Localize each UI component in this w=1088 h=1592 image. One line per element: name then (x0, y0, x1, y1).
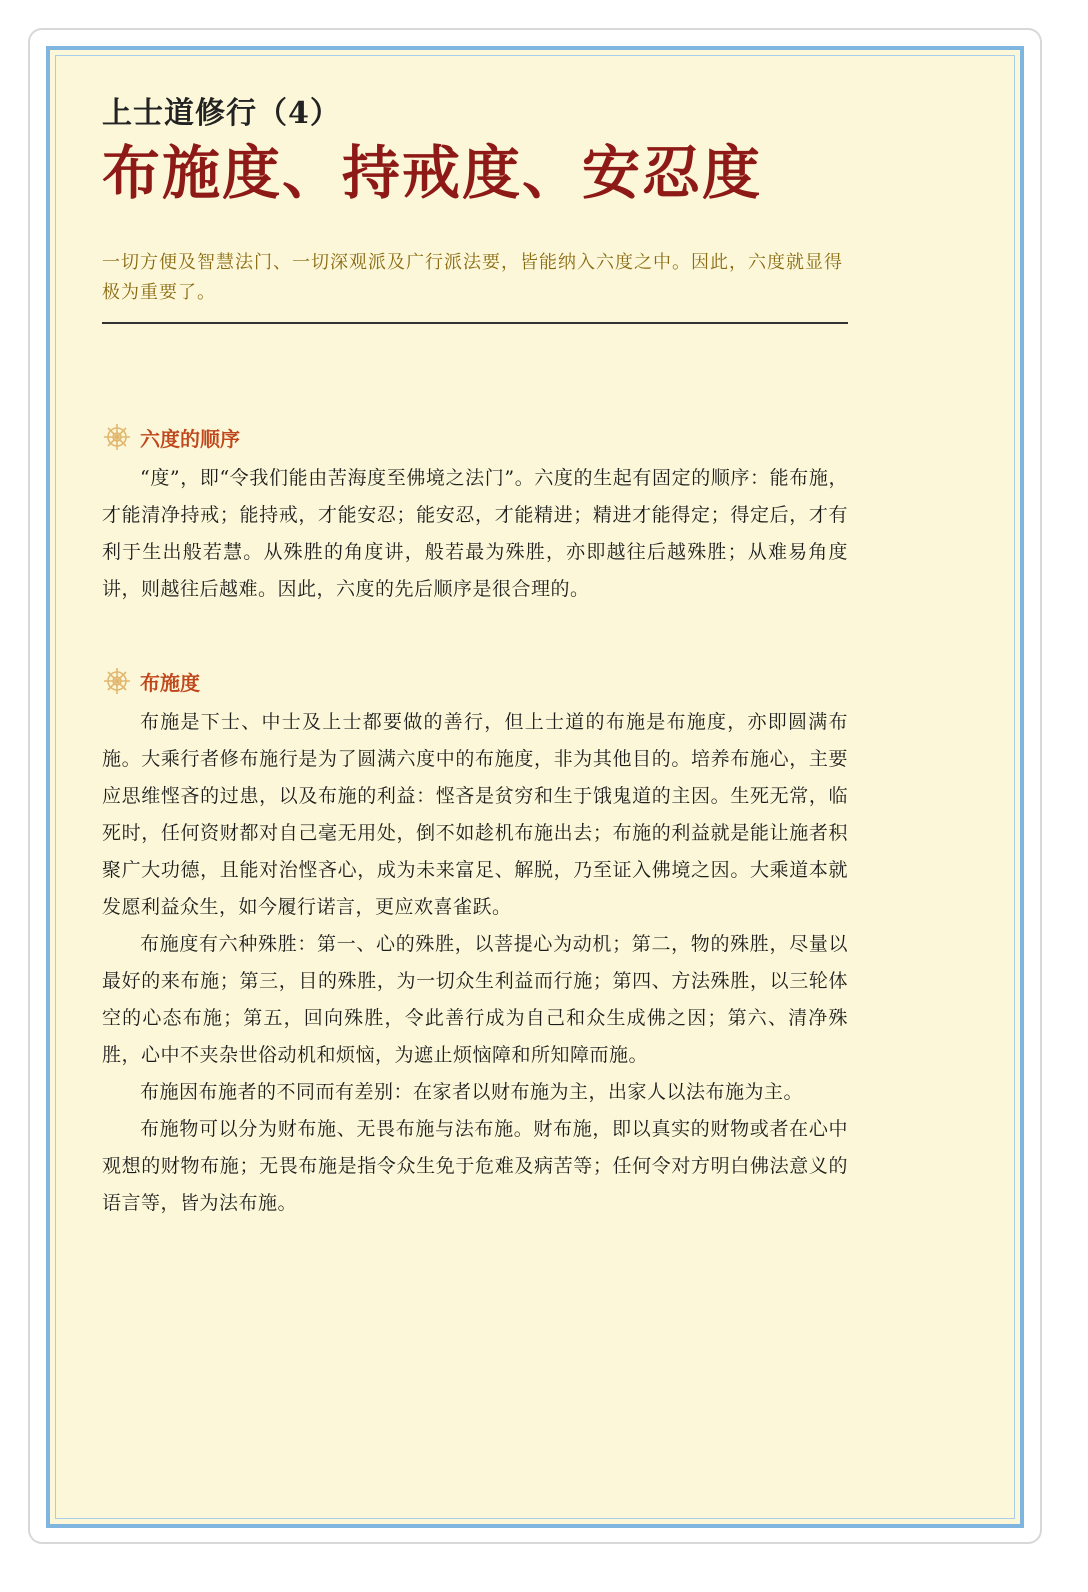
intro-text: 一切方便及智慧法门、一切深观派及广行派法要，皆能纳入六度之中。因此，六度就显得极为重要了。 (102, 252, 843, 303)
section-heading-giving (102, 666, 200, 696)
page-border (46, 46, 1024, 1528)
dharma-flower-icon (102, 666, 132, 696)
section-heading-label: 布施度 (140, 670, 200, 695)
paragraph: 布施物可以分为财布施、无畏布施与法布施。财布施，即以真实的财物或者在心中观想的财物布施；无畏布施是指令众生免于危难及病苦等；任何令对方明白佛法意义的语言等，皆为法布施。 (102, 1118, 848, 1214)
section-heading-label: 六度的顺序 (140, 426, 240, 451)
dharma-flower-icon (102, 422, 132, 452)
section-body-order (102, 460, 848, 608)
series-title: 上士道修行（4） (102, 96, 341, 131)
paragraph: 布施度有六种殊胜：第一、心的殊胜，以菩提心为动机；第二，物的殊胜，尽量以最好的来布施；第三，目的殊胜，为一切众生利益而行施；第四、方法殊胜，以三轮体空的心态布施；第五，回向殊胜，令此善行成为自己和众生成佛之因；第六、清净殊胜，心中不夹杂世俗动机和烦恼，为遮止烦恼障和所知障而施。 (102, 933, 848, 1066)
paragraph: 布施是下士、中士及上士都要做的善行，但上士道的布施是布施度，亦即圆满布施。大乘行者修布施行是为了圆满六度中的布施度，非为其他目的。培养布施心，主要应思维悭吝的过患，以及布施的利益：悭吝是贫穷和生于饿鬼道的主因。生死无常，临死时，任何资财都对自己毫无用处，倒不如趁机布施出去；布施的利益就是能让施者积聚广大功德，且能对治悭吝心，成为未来富足、解脱，乃至证入佛境之因。大乘道本就发愿利益众生，如今履行诺言，更应欢喜雀跃。 (102, 711, 848, 918)
section-body-giving (102, 704, 848, 1222)
main-title: 布施度、持戒度、安忍度 (102, 139, 763, 207)
paragraph: 布施因布施者的不同而有差别：在家者以财布施为主，出家人以法布施为主。 (140, 1081, 804, 1103)
paragraph: “度”，即“令我们能由苦海度至佛境之法门”。六度的生起有固定的顺序：能布施，才能清净持戒；能持戒，才能安忍；能安忍，才能精进；精进才能得定；得定后，才有利于生出般若慧。从殊胜的角度讲，般若最为殊胜，亦即越往后越殊胜；从难易角度讲，则越往后越难。因此，六度的先后顺序是很合理的。 (102, 467, 848, 600)
section-heading-order (102, 422, 240, 452)
divider (102, 322, 848, 324)
